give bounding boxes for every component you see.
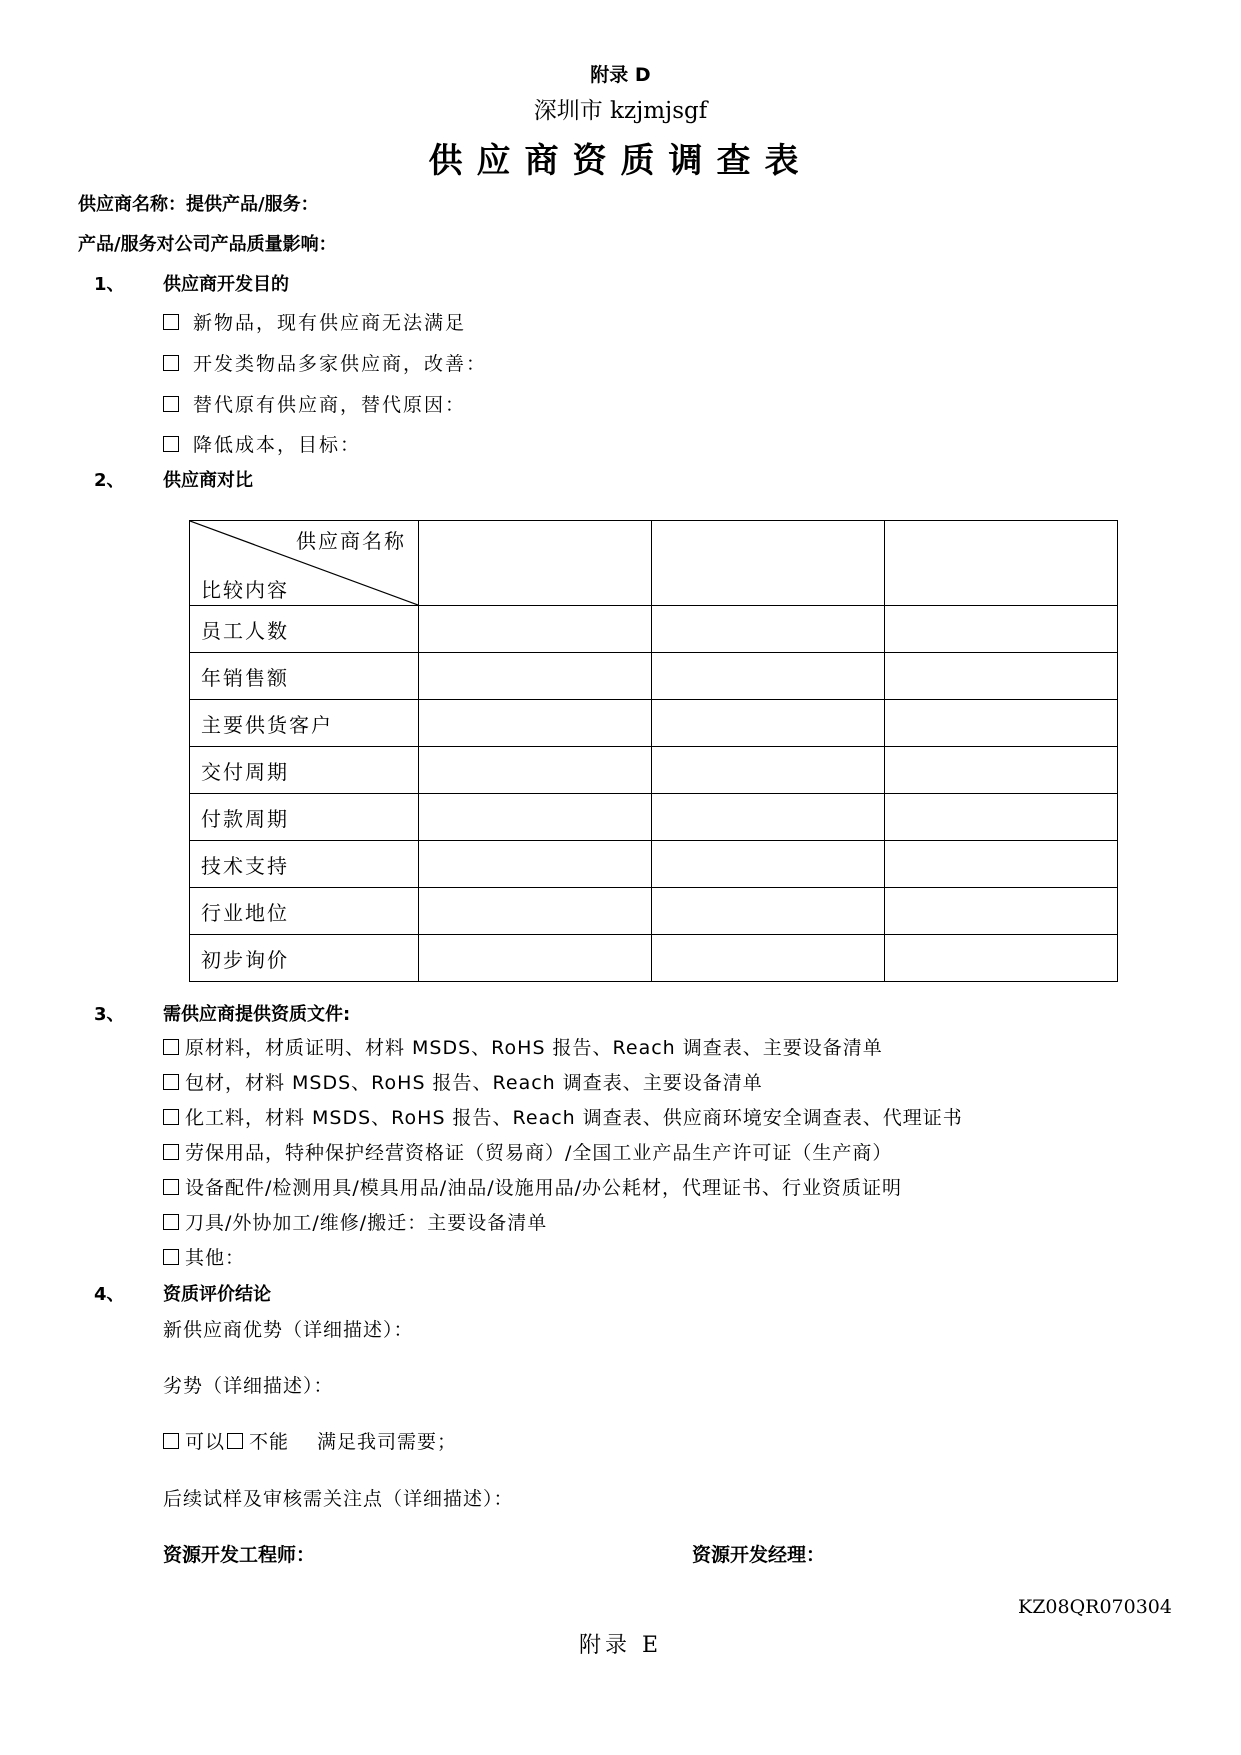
advantages-label: 新供应商优势（详细描述）： — [163, 1319, 414, 1341]
table-row — [190, 794, 1118, 841]
page-title: 供应商资质调查表 — [428, 141, 813, 181]
table-cell[interactable] — [885, 606, 1118, 653]
checkbox-icon[interactable] — [163, 1074, 179, 1090]
company-name: 深圳市 kzjmjsgf — [533, 98, 708, 124]
manager-signature-label: 资源开发经理： — [692, 1544, 826, 1566]
section-3-title: 需供应商提供资质文件: — [163, 1004, 351, 1025]
checkbox-icon[interactable] — [163, 314, 179, 330]
option-label: 原材料，材质证明、材料 MSDS、RoHS 报告、Reach 调查表、主要设备清单 — [185, 1037, 883, 1059]
table-row — [190, 747, 1118, 794]
option-label: 降低成本，目标： — [193, 434, 362, 456]
option-label: 替代原有供应商，替代原因： — [193, 394, 467, 416]
section-3-number: 3、 — [94, 1004, 125, 1025]
row-label: 技术支持 — [190, 841, 419, 888]
table-row — [190, 935, 1118, 982]
table-cell[interactable] — [419, 794, 652, 841]
option-label: 新物品，现有供应商无法满足 — [193, 312, 467, 334]
checkbox-icon[interactable] — [163, 1249, 179, 1265]
option-label: 化工料，材料 MSDS、RoHS 报告、Reach 调查表、供应商环境安全调查表、代理证书 — [185, 1107, 963, 1129]
section-2-title: 供应商对比 — [163, 470, 253, 491]
meets-needs-label: 满足我司需要； — [317, 1431, 458, 1453]
section-4-number: 4、 — [94, 1284, 125, 1305]
can-label: 可以 — [185, 1431, 226, 1453]
checkbox-icon[interactable] — [163, 396, 179, 412]
option-label: 其他： — [185, 1247, 246, 1269]
purpose-option-replace[interactable] — [163, 390, 466, 417]
purpose-option-new-item[interactable] — [163, 308, 466, 335]
row-label: 主要供货客户 — [190, 700, 419, 747]
table-cell[interactable] — [885, 794, 1118, 841]
appendix-label: 附录 D — [590, 64, 651, 86]
checkbox-icon[interactable] — [163, 355, 179, 371]
row-label: 员工人数 — [190, 606, 419, 653]
doc-option-chemical[interactable] — [163, 1103, 963, 1130]
supplier-1-name-cell[interactable] — [419, 521, 652, 606]
table-row — [190, 888, 1118, 935]
table-cell[interactable] — [652, 888, 885, 935]
followup-label: 后续试样及审核需关注点（详细描述）： — [163, 1488, 514, 1510]
checkbox-icon[interactable] — [227, 1433, 243, 1449]
appendix-e-label: 附录 E — [578, 1633, 663, 1658]
cannot-label: 不能 — [249, 1431, 290, 1453]
table-cell[interactable] — [885, 700, 1118, 747]
doc-option-raw-material[interactable] — [163, 1033, 883, 1060]
doc-option-packaging[interactable] — [163, 1068, 763, 1095]
table-cell[interactable] — [652, 794, 885, 841]
option-label: 开发类物品多家供应商，改善： — [193, 353, 488, 375]
header-supplier-name: 供应商名称 — [296, 529, 406, 553]
checkbox-icon[interactable] — [163, 1109, 179, 1125]
row-label: 行业地位 — [190, 888, 419, 935]
doc-option-other[interactable] — [163, 1243, 245, 1270]
checkbox-icon[interactable] — [163, 436, 179, 452]
table-cell[interactable] — [652, 653, 885, 700]
table-cell[interactable] — [885, 747, 1118, 794]
table-cell[interactable] — [419, 841, 652, 888]
table-cell[interactable] — [652, 700, 885, 747]
header-compare-content: 比较内容 — [201, 578, 289, 602]
supplier-name-field: 供应商名称：提供产品/服务： — [78, 194, 319, 215]
disadvantages-label: 劣势（详细描述）： — [163, 1375, 334, 1397]
table-cell[interactable] — [419, 606, 652, 653]
table-row — [190, 700, 1118, 747]
table-cell[interactable] — [652, 606, 885, 653]
table-cell[interactable] — [885, 653, 1118, 700]
table-header-row — [190, 521, 1118, 606]
meets-needs-row — [163, 1427, 457, 1454]
option-label: 设备配件/检测用具/模具用品/油品/设施用品/办公耗材，代理证书、行业资质证明 — [185, 1177, 903, 1199]
table-row — [190, 653, 1118, 700]
table-cell[interactable] — [652, 935, 885, 982]
table-row — [190, 606, 1118, 653]
table-cell[interactable] — [419, 653, 652, 700]
option-label: 劳保用品，特种保护经营资格证（贸易商）/全国工业产品生产许可证（生产商） — [185, 1142, 893, 1164]
table-cell[interactable] — [885, 888, 1118, 935]
purpose-option-multi-supplier[interactable] — [163, 349, 487, 376]
doc-option-protective[interactable] — [163, 1138, 892, 1165]
section-4-title: 资质评价结论 — [163, 1284, 271, 1305]
supplier-3-name-cell[interactable] — [885, 521, 1118, 606]
row-label: 年销售额 — [190, 653, 419, 700]
supplier-comparison-table — [189, 520, 1118, 982]
table-cell[interactable] — [419, 747, 652, 794]
purpose-option-cost[interactable] — [163, 430, 361, 457]
row-label: 初步询价 — [190, 935, 419, 982]
table-cell[interactable] — [885, 935, 1118, 982]
diagonal-header-cell — [190, 521, 419, 606]
option-label: 包材，材料 MSDS、RoHS 报告、Reach 调查表、主要设备清单 — [185, 1072, 763, 1094]
option-label: 刀具/外协加工/维修/搬迁：主要设备清单 — [185, 1212, 548, 1234]
table-cell[interactable] — [419, 700, 652, 747]
document-code: KZ08QR070304 — [1018, 1596, 1172, 1618]
checkbox-icon[interactable] — [163, 1214, 179, 1230]
checkbox-icon[interactable] — [163, 1039, 179, 1055]
checkbox-icon[interactable] — [163, 1179, 179, 1195]
checkbox-icon[interactable] — [163, 1144, 179, 1160]
section-1-number: 1、 — [94, 274, 125, 295]
row-label: 交付周期 — [190, 747, 419, 794]
checkbox-icon[interactable] — [163, 1433, 179, 1449]
table-cell[interactable] — [419, 888, 652, 935]
table-cell[interactable] — [652, 841, 885, 888]
row-label: 付款周期 — [190, 794, 419, 841]
table-cell[interactable] — [885, 841, 1118, 888]
supplier-2-name-cell[interactable] — [652, 521, 885, 606]
engineer-signature-label: 资源开发工程师： — [163, 1544, 316, 1566]
doc-option-equipment[interactable] — [163, 1173, 902, 1200]
table-cell[interactable] — [419, 935, 652, 982]
section-2-number: 2、 — [94, 470, 125, 491]
table-cell[interactable] — [652, 747, 885, 794]
section-1-title: 供应商开发目的 — [163, 274, 289, 295]
doc-option-tools[interactable] — [163, 1208, 547, 1235]
quality-impact-field: 产品/服务对公司产品质量影响： — [78, 234, 337, 255]
table-row — [190, 841, 1118, 888]
